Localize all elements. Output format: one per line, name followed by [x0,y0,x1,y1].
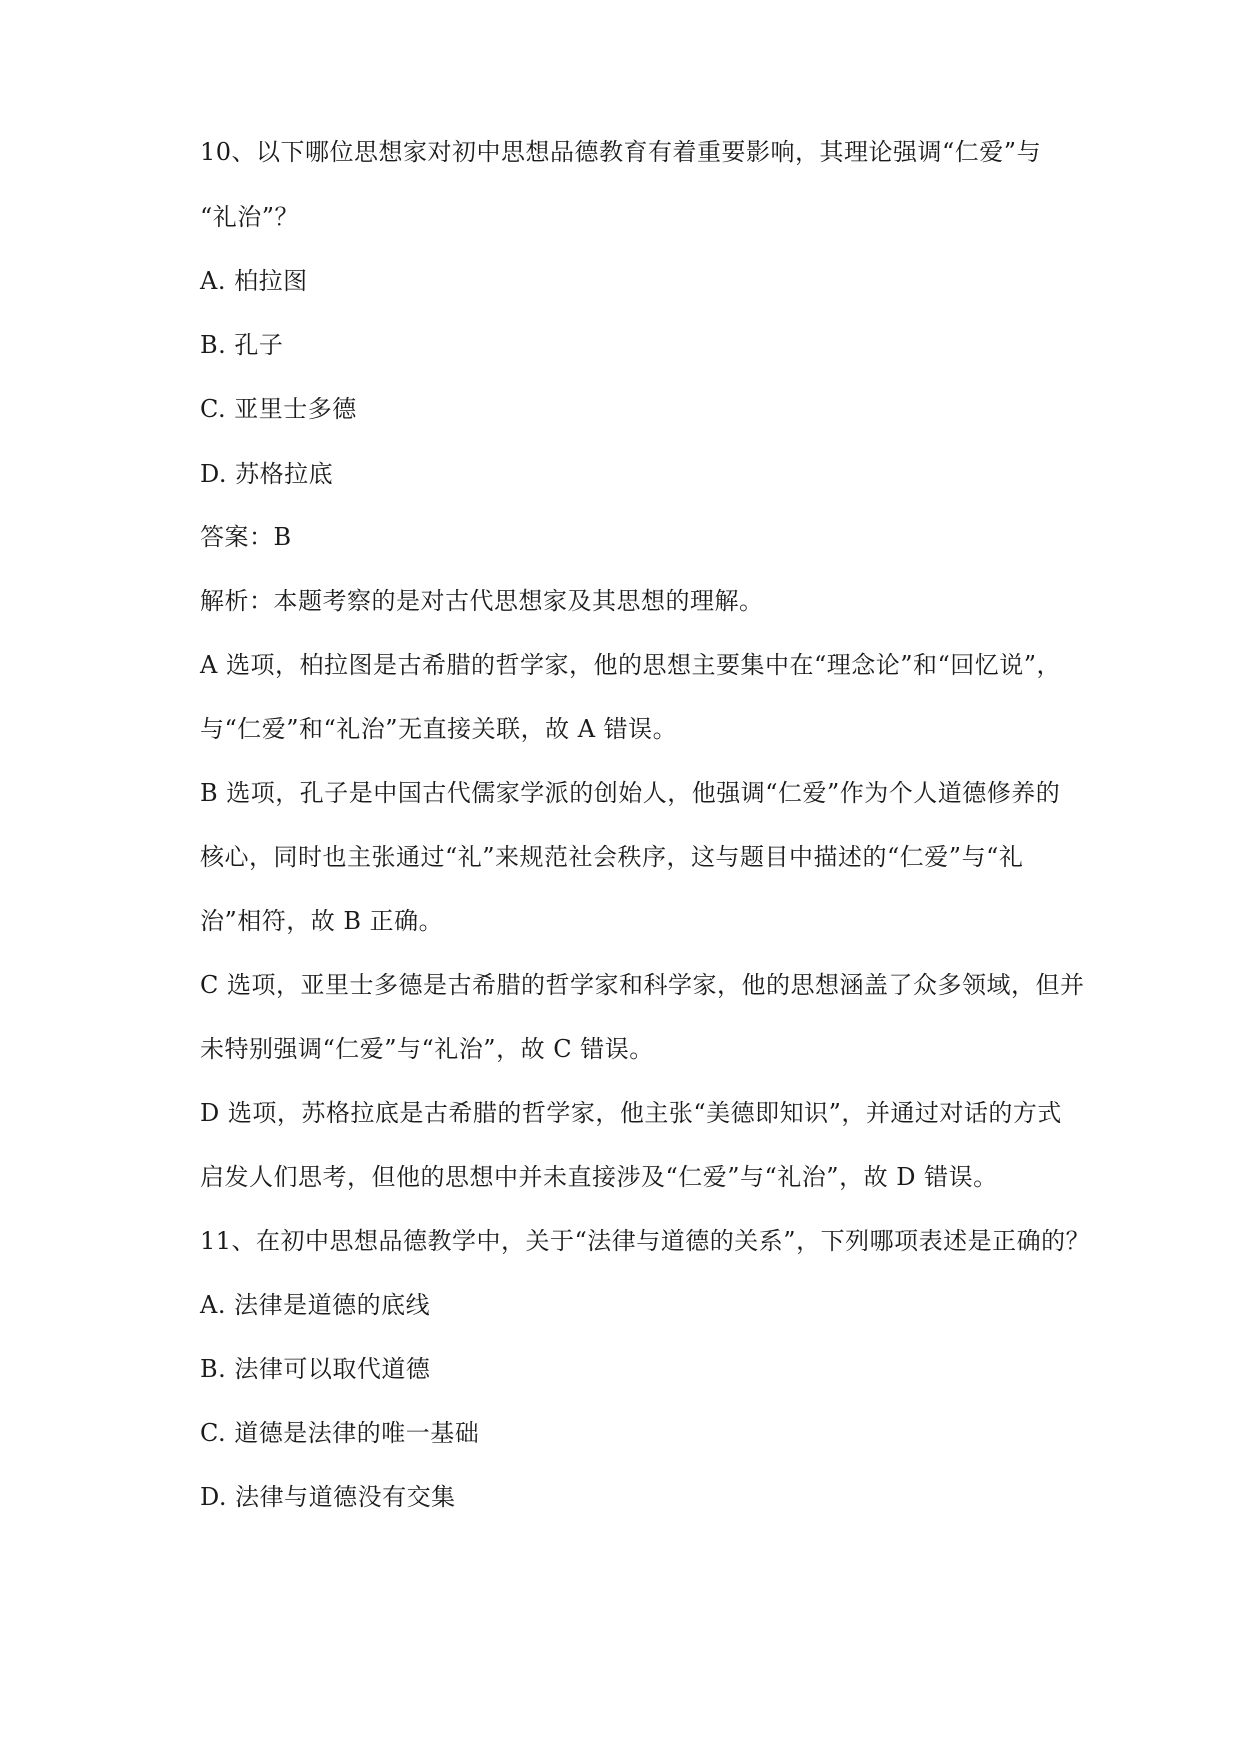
explanation-c-line-2: 未特别强调“仁爱”与“礼治”，故 C 错误。 [200,1035,654,1063]
question-10-answer: 答案：B [200,523,292,551]
explanation-b-line-2: 核心，同时也主张通过“礼”来规范社会秩序，这与题目中描述的“仁爱”与“礼 [200,843,1024,871]
explanation-a-line-1: A 选项，柏拉图是古希腊的哲学家，他的思想主要集中在“理念论”和“回忆说”， [200,651,1062,679]
question-11-stem: 11、在初中思想品德教学中，关于“法律与道德的关系”，下列哪项表述是正确的？ [200,1227,1091,1255]
question-10-option-a: A. 柏拉图 [200,267,308,295]
question-11-option-c: C. 道德是法律的唯一基础 [200,1419,480,1447]
question-10-option-c: C. 亚里士多德 [200,395,357,423]
question-11-option-d: D. 法律与道德没有交集 [200,1483,456,1511]
question-10-option-d: D. 苏格拉底 [200,460,334,488]
explanation-a-line-2: 与“仁爱”和“礼治”无直接关联，故 A 错误。 [200,715,678,743]
explanation-b-line-3: 治”相符，故 B 正确。 [200,907,444,935]
question-10-analysis: 解析：本题考察的是对古代思想家及其思想的理解。 [200,587,764,615]
explanation-d-line-2: 启发人们思考，但他的思想中并未直接涉及“仁爱”与“礼治”，故 D 错误。 [200,1163,998,1191]
question-10-stem-line-1: 10、以下哪位思想家对初中思想品德教育有着重要影响，其理论强调“仁爱”与 [200,138,1042,166]
explanation-d-line-1: D 选项，苏格拉底是古希腊的哲学家，他主张“美德即知识”，并通过对话的方式 [200,1099,1062,1127]
explanation-c-line-1: C 选项，亚里士多德是古希腊的哲学家和科学家，他的思想涵盖了众多领域，但并 [200,971,1085,999]
explanation-b-line-1: B 选项，孔子是中国古代儒家学派的创始人，他强调“仁爱”作为个人道德修养的 [200,779,1061,807]
question-11-option-b: B. 法律可以取代道德 [200,1355,431,1383]
question-10-option-b: B. 孔子 [200,331,284,359]
question-10-stem-line-2: “礼治”？ [200,203,300,231]
question-11-option-a: A. 法律是道德的底线 [200,1291,431,1319]
